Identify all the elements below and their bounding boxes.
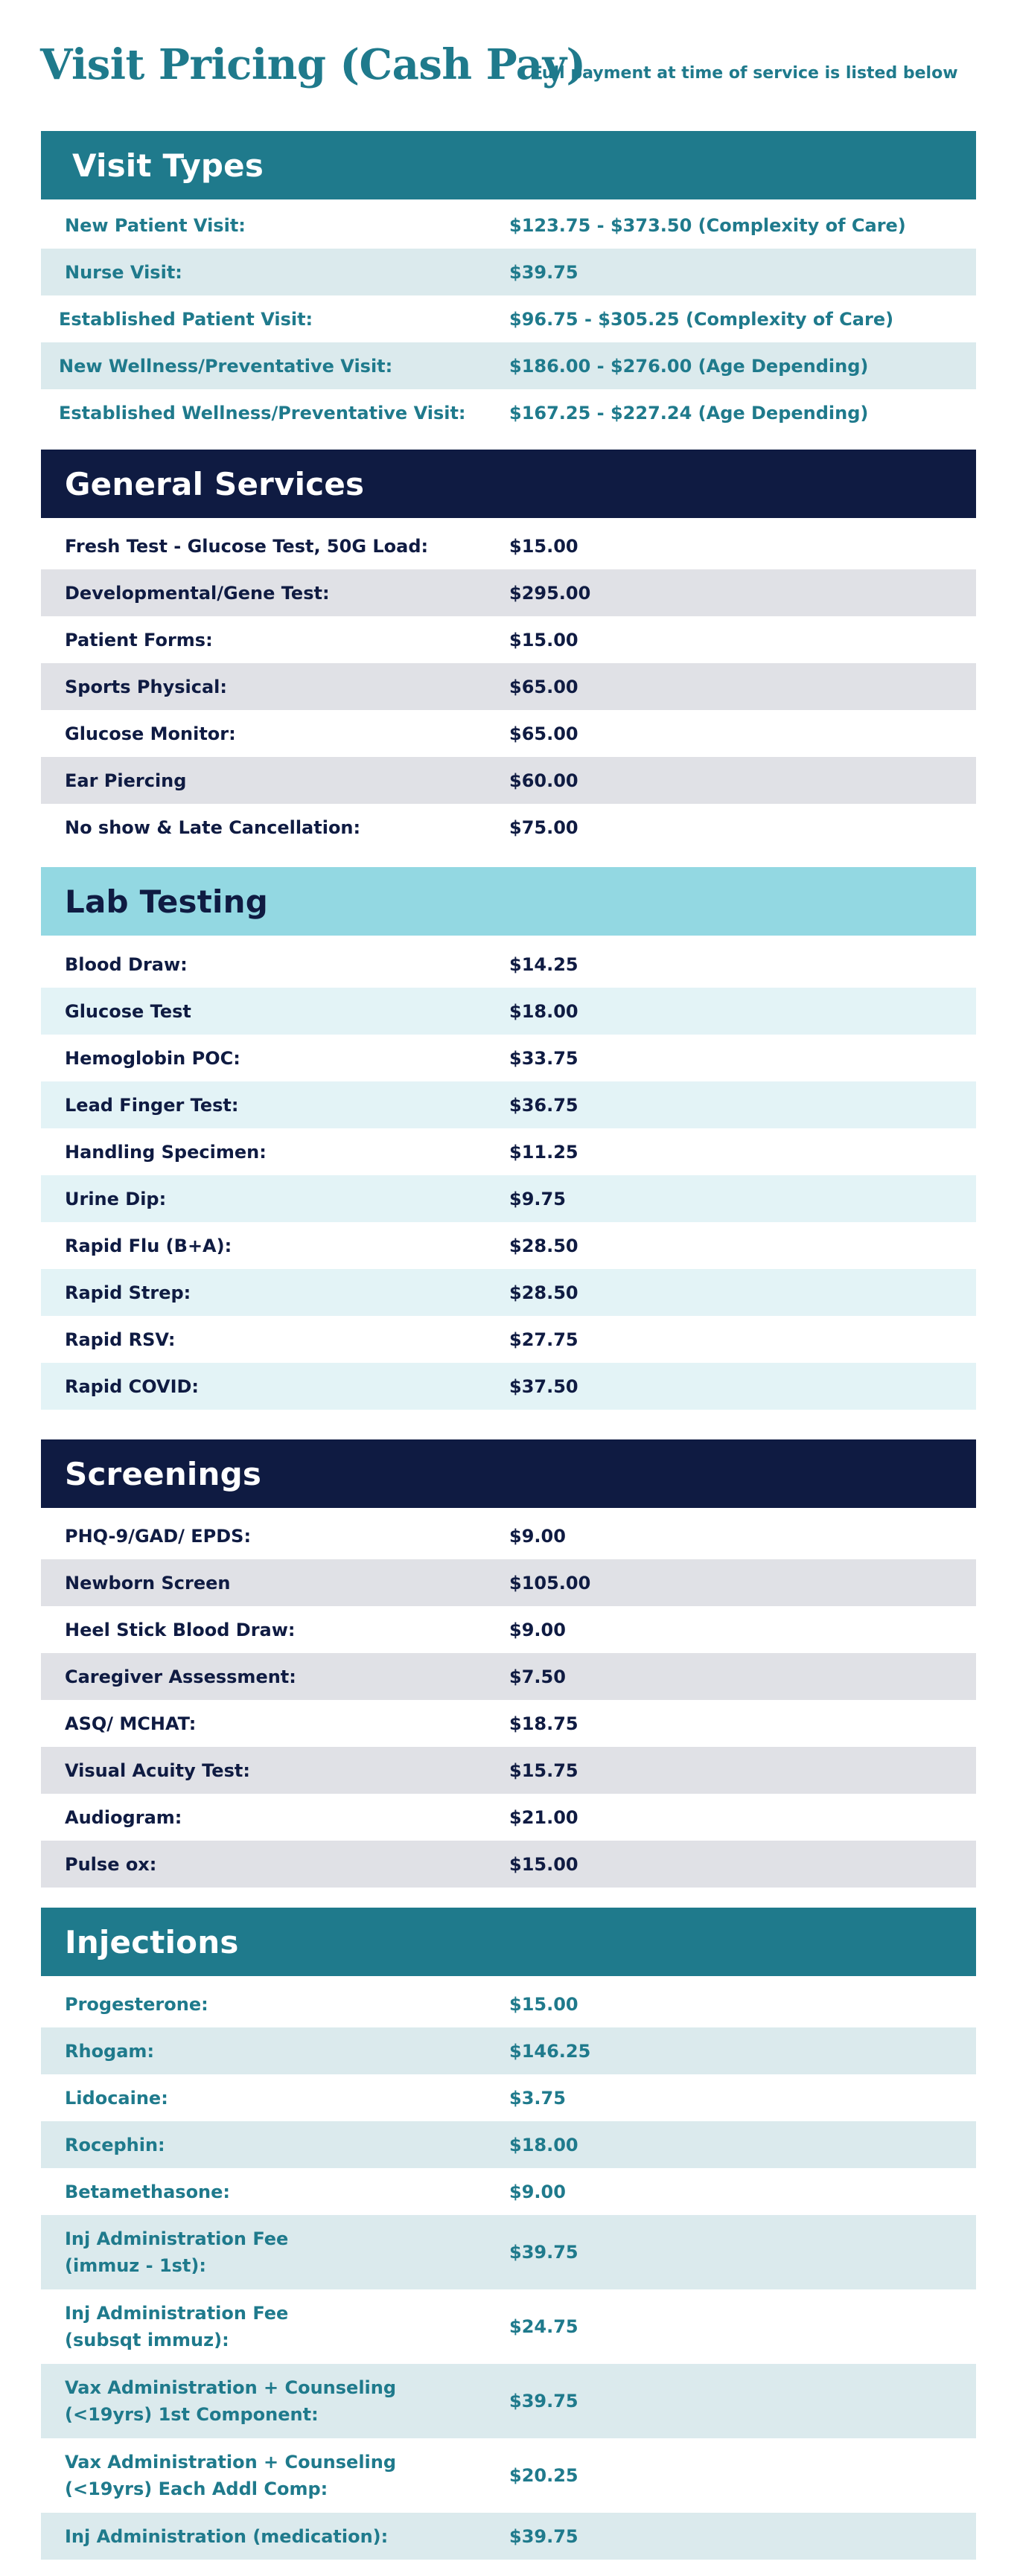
price-row (41, 757, 976, 804)
service-label: New Patient Visit: (65, 214, 246, 236)
service-price: $9.00 (509, 1619, 566, 1640)
price-list-visit-types (41, 199, 976, 436)
price-row (41, 2289, 976, 2364)
service-price: $96.75 - $305.25 (Complexity of Care) (509, 308, 894, 330)
section-title: Screenings (65, 1455, 262, 1492)
section-header-lab-testing (41, 867, 976, 936)
service-price: $14.25 (509, 953, 578, 975)
service-price: $167.25 - $227.24 (Age Depending) (509, 402, 869, 424)
service-label: Inj Administration Fee (immuz - 1st): (65, 2228, 289, 2276)
service-price: $11.25 (509, 1141, 578, 1163)
service-price: $15.00 (509, 629, 578, 651)
service-price: $9.00 (509, 1525, 566, 1547)
service-label: Pulse ox: (65, 1853, 157, 1875)
service-label: Vax Administration + Counseling (<19yrs) Each Addl Comp: (65, 2452, 397, 2499)
service-price: $15.00 (509, 1993, 578, 2015)
service-label: Sports Physical: (65, 676, 227, 697)
section-general-services (41, 450, 976, 851)
service-price: $60.00 (509, 770, 578, 791)
price-row (41, 1128, 976, 1175)
page-title: Visit Pricing (Cash Pay) (40, 40, 586, 89)
service-price: $36.75 (509, 1094, 578, 1116)
service-price: $3.75 (509, 2087, 566, 2109)
section-title: Lab Testing (65, 883, 268, 920)
section-title: Injections (65, 1923, 239, 1960)
price-row (41, 1175, 976, 1222)
service-price: $39.75 (509, 261, 578, 283)
service-price: $39.75 (509, 2391, 578, 2412)
price-row (41, 2215, 976, 2289)
service-label: Caregiver Assessment: (65, 1666, 296, 1687)
service-label: Nurse Visit: (65, 261, 182, 283)
service-price: $295.00 (509, 582, 591, 604)
price-row (41, 1653, 976, 1700)
price-row (41, 1222, 976, 1269)
price-row (41, 941, 976, 988)
price-row (41, 249, 976, 295)
price-row (41, 389, 976, 436)
section-header-screenings (41, 1439, 976, 1508)
service-label: Vax Administration + Counseling (<19yrs) 1st Component: (65, 2377, 397, 2425)
service-label: Patient Forms: (65, 629, 213, 651)
price-list-lab-testing (41, 936, 976, 1410)
service-label: Rapid Flu (B+A): (65, 1235, 232, 1256)
service-price: $28.50 (509, 1235, 578, 1256)
service-label: ASQ/ MCHAT: (65, 1713, 197, 1734)
price-list-injections (41, 1976, 976, 2560)
section-title: Visit Types (72, 147, 264, 184)
section-visit-types (41, 131, 976, 436)
price-row (41, 988, 976, 1035)
service-label: Inj Administration (medication): (65, 2525, 389, 2547)
price-row (41, 1512, 976, 1559)
price-row (41, 1559, 976, 1606)
service-price: $18.75 (509, 1713, 578, 1734)
service-price: $105.00 (509, 1572, 591, 1594)
section-header-visit-types (41, 131, 976, 199)
service-price: $18.00 (509, 2134, 578, 2155)
section-injections (41, 1908, 976, 2560)
service-price: $39.75 (509, 2525, 578, 2547)
service-price: $33.75 (509, 1047, 578, 1069)
price-row (41, 1606, 976, 1653)
price-row (41, 342, 976, 389)
service-label: Rapid RSV: (65, 1329, 176, 1350)
service-label: Betamethasone: (65, 2181, 231, 2202)
price-row (41, 522, 976, 569)
service-label: Inj Administration Fee (subsqt immuz): (65, 2303, 289, 2350)
price-row (41, 202, 976, 249)
price-row (41, 1081, 976, 1128)
service-price: $27.75 (509, 1329, 578, 1350)
price-row (41, 1747, 976, 1794)
service-label: Established Wellness/Preventative Visit: (59, 402, 466, 424)
service-price: $65.00 (509, 723, 578, 744)
service-price: $123.75 - $373.50 (Complexity of Care) (509, 214, 906, 236)
service-label: PHQ-9/GAD/ EPDS: (65, 1525, 252, 1547)
service-label: Rapid Strep: (65, 1282, 191, 1303)
price-row (41, 2168, 976, 2215)
section-screenings (41, 1439, 976, 1888)
price-row (41, 616, 976, 663)
service-price: $7.50 (509, 1666, 566, 1687)
price-row (41, 2027, 976, 2074)
price-row (41, 2513, 976, 2560)
price-row (41, 569, 976, 616)
page-subtitle: Full payment at time of service is listed below (532, 64, 958, 83)
service-price: $24.75 (509, 2316, 578, 2337)
service-price: $28.50 (509, 1282, 578, 1303)
service-label: Developmental/Gene Test: (65, 582, 330, 604)
service-price: $20.25 (509, 2465, 578, 2486)
service-label: Lidocaine: (65, 2087, 168, 2109)
service-price: $15.75 (509, 1760, 578, 1781)
service-label: Rapid COVID: (65, 1375, 200, 1397)
price-row (41, 2438, 976, 2513)
service-label: Fresh Test - Glucose Test, 50G Load: (65, 535, 429, 557)
price-row (41, 804, 976, 851)
service-label: Progesterone: (65, 1993, 208, 2015)
service-label: Glucose Test (65, 1000, 191, 1022)
price-row (41, 1981, 976, 2027)
price-row (41, 2364, 976, 2438)
price-list-general-services (41, 518, 976, 851)
price-row (41, 1316, 976, 1363)
service-label: Ear Piercing (65, 770, 187, 791)
price-row (41, 1269, 976, 1316)
service-label: No show & Late Cancellation: (65, 816, 361, 838)
service-label: Heel Stick Blood Draw: (65, 1619, 296, 1640)
service-price: $9.75 (509, 1188, 566, 1209)
service-label: Lead Finger Test: (65, 1094, 239, 1116)
service-price: $9.00 (509, 2181, 566, 2202)
service-price: $15.00 (509, 1853, 578, 1875)
price-list-screenings (41, 1508, 976, 1888)
service-label: Newborn Screen (65, 1572, 231, 1594)
price-row (41, 2074, 976, 2121)
service-label: Established Patient Visit: (59, 308, 313, 330)
price-row (41, 710, 976, 757)
price-row (41, 1035, 976, 1081)
service-price: $15.00 (509, 535, 578, 557)
service-price: $39.75 (509, 2242, 578, 2263)
price-row (41, 1841, 976, 1888)
service-label: Rocephin: (65, 2134, 165, 2155)
service-label: Visual Acuity Test: (65, 1760, 250, 1781)
service-price: $18.00 (509, 1000, 578, 1022)
price-row (41, 295, 976, 342)
section-header-general-services (41, 450, 976, 518)
price-row (41, 1363, 976, 1410)
service-label: Rhogam: (65, 2040, 155, 2062)
service-price: $65.00 (509, 676, 578, 697)
price-row (41, 1700, 976, 1747)
service-price: $146.25 (509, 2040, 591, 2062)
service-label: Audiogram: (65, 1806, 182, 1828)
service-price: $21.00 (509, 1806, 578, 1828)
service-label: Urine Dip: (65, 1188, 167, 1209)
service-label: Glucose Monitor: (65, 723, 236, 744)
service-label: New Wellness/Preventative Visit: (59, 355, 393, 377)
service-label: Hemoglobin POC: (65, 1047, 240, 1069)
service-price: $75.00 (509, 816, 578, 838)
section-lab-testing (41, 867, 976, 1410)
price-row (41, 663, 976, 710)
service-price: $186.00 - $276.00 (Age Depending) (509, 355, 869, 377)
section-header-injections (41, 1908, 976, 1976)
service-label: Blood Draw: (65, 953, 188, 975)
price-row (41, 1794, 976, 1841)
price-row (41, 2121, 976, 2168)
section-title: General Services (65, 465, 365, 502)
service-label: Handling Specimen: (65, 1141, 267, 1163)
service-price: $37.50 (509, 1375, 578, 1397)
